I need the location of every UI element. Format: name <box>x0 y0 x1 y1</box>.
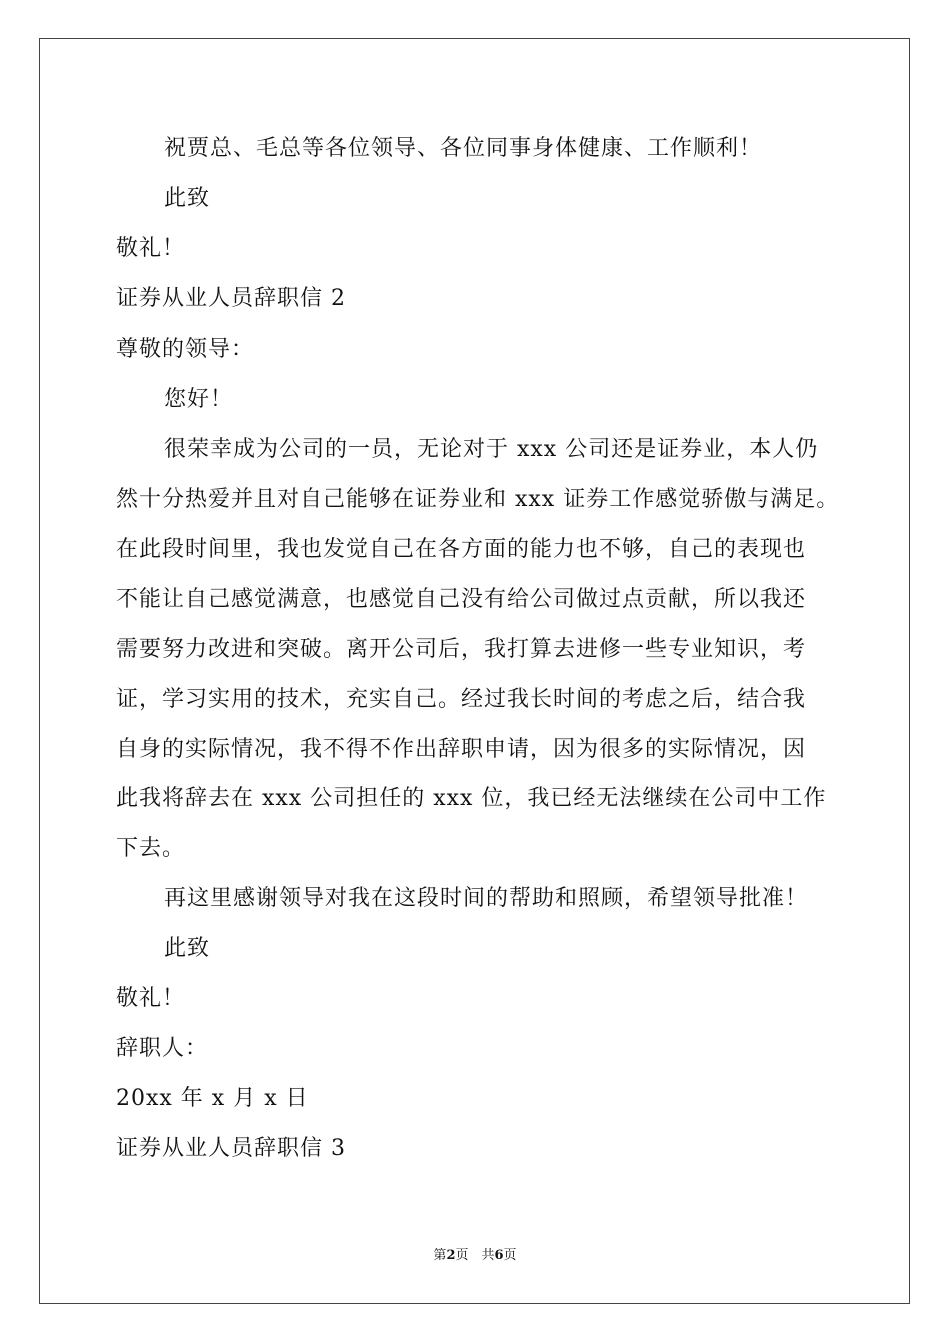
signature-label: 辞职人： <box>116 1036 209 1061</box>
body-paragraph-line: 然十分热爱并且对自己能够在证券业和 xxx 证券工作感觉骄傲与满足。 <box>116 487 840 512</box>
section-heading-2: 证券从业人员辞职信 2 <box>116 286 346 311</box>
section-heading-3: 证券从业人员辞职信 3 <box>116 1136 346 1161</box>
page-footer <box>0 1248 950 1264</box>
page-mid: 页 共 <box>455 1248 495 1263</box>
body-paragraph-line: 需要努力改进和突破。离开公司后，我打算去进修一些专业知识，考 <box>116 637 807 662</box>
body-paragraph-line: 很荣幸成为公司的一员，无论对于 xxx 公司还是证券业，本人仍 <box>164 437 819 462</box>
body-paragraph-line: 在此段时间里，我也发觉自己在各方面的能力也不够，自己的表现也 <box>116 537 807 562</box>
salutation-jingli: 敬礼！ <box>116 236 186 261</box>
body-paragraph-line: 证，学习实用的技术，充实自己。经过我长时间的考虑之后，结合我 <box>116 687 807 712</box>
body-paragraph-line: 自身的实际情况，我不得不作出辞职申请，因为很多的实际情况，因 <box>116 737 807 762</box>
page-border <box>39 38 910 1304</box>
body-paragraph-line: 不能让自己感觉满意，也感觉自己没有给公司做过点贡献，所以我还 <box>116 587 807 612</box>
greeting-hello: 您好！ <box>164 387 234 412</box>
salutation-cizhi: 此致 <box>164 186 211 211</box>
date-line: 20xx 年 x 月 x 日 <box>116 1086 309 1111</box>
closing-wishes: 祝贾总、毛总等各位领导、各位同事身体健康、工作顺利！ <box>164 136 763 161</box>
page-current-number: 2 <box>446 1248 456 1263</box>
page-total-number: 6 <box>494 1248 504 1263</box>
page-suffix: 页 <box>503 1248 517 1263</box>
thanks-paragraph: 再这里感谢领导对我在这段时间的帮助和照顾，希望领导批准！ <box>164 886 809 911</box>
greeting-recipient: 尊敬的领导： <box>116 337 255 362</box>
page-prefix: 第 <box>433 1248 447 1263</box>
body-paragraph-line: 下去。 <box>116 836 186 861</box>
body-paragraph-line: 此我将辞去在 xxx 公司担任的 xxx 位，我已经无法继续在公司中工作 <box>116 786 827 811</box>
salutation-jingli: 敬礼！ <box>116 986 186 1011</box>
salutation-cizhi: 此致 <box>164 936 211 961</box>
